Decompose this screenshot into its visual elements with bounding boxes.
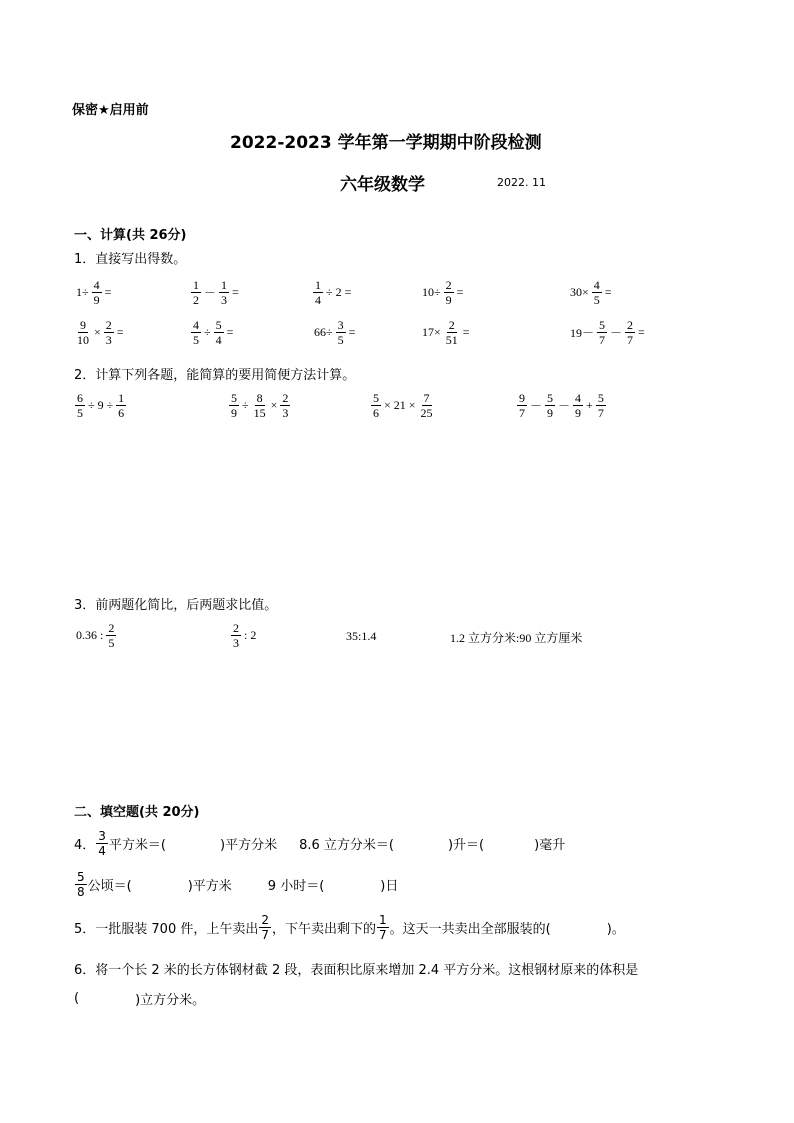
expr-text: × xyxy=(270,398,278,412)
denominator: 2 xyxy=(193,293,199,307)
denominator: 9 xyxy=(231,406,237,420)
denominator: 51 xyxy=(445,333,458,347)
fraction xyxy=(596,391,606,420)
expr-text: = xyxy=(604,285,612,299)
fraction xyxy=(75,318,91,347)
q1-expr-9 xyxy=(420,318,472,347)
expr-text: = xyxy=(116,325,124,339)
expr-text: － xyxy=(204,286,217,300)
exam-date: 2022. 11 xyxy=(497,176,546,189)
q4-fraction-2: $\frac{5}{8}$ xyxy=(77,870,85,899)
denominator: 6 xyxy=(373,406,379,420)
numerator: 1 xyxy=(315,278,321,292)
numerator: 5 xyxy=(215,318,222,332)
expr-text: = xyxy=(638,325,645,339)
section2-heading: 二、填空题(共 20分) xyxy=(74,805,200,820)
numerator: 2 xyxy=(105,318,112,332)
expr-text: = xyxy=(456,285,464,299)
expr-text: ÷ 2 = xyxy=(326,285,352,299)
denominator: 5 xyxy=(593,293,600,307)
expr-text: ÷ xyxy=(242,398,249,412)
expr-text: 19－ xyxy=(570,326,595,340)
q1-expr-2 xyxy=(190,278,241,307)
denominator: 5 xyxy=(337,333,344,347)
numerator: 5 xyxy=(547,391,554,405)
fraction xyxy=(313,278,323,307)
expr-text: － xyxy=(610,326,623,340)
numerator: 2 xyxy=(282,391,289,405)
numerator: 7 xyxy=(423,391,430,405)
numerator: 2 xyxy=(233,621,239,635)
numerator: 4 xyxy=(593,278,600,292)
denominator: 9 xyxy=(575,406,582,420)
denominator: 7 xyxy=(627,333,634,347)
expr-text: × 21 × xyxy=(384,398,416,412)
q2-expr-1 xyxy=(74,391,127,420)
q1-expr-8 xyxy=(312,318,357,347)
numerator: 2 xyxy=(445,278,452,292)
fraction xyxy=(252,391,268,420)
expr-text: 0.36 : xyxy=(76,628,104,642)
fraction xyxy=(104,318,114,347)
fraction xyxy=(219,278,229,307)
fraction xyxy=(106,621,116,650)
fraction xyxy=(444,318,460,347)
expr-text: ÷ 9 ÷ xyxy=(88,398,114,412)
denominator: 25 xyxy=(420,406,433,420)
subject-title: 六年级数学 xyxy=(340,175,425,195)
numerator: 6 xyxy=(77,391,83,405)
denominator: 10 xyxy=(77,333,89,347)
q2-label: 2．计算下列各题，能简算的要用简便方法计算。 xyxy=(74,368,356,383)
numerator: 9 xyxy=(519,391,525,405)
q6-text: 6．将一个长 2 米的长方体钢材截 2 段，表面积比原来增加 2.4 平方分米。这根钢材原来的体积是 xyxy=(74,963,639,978)
fraction xyxy=(191,278,201,307)
expr-text: = xyxy=(104,285,112,299)
numerator: 1 xyxy=(118,391,125,405)
fraction xyxy=(92,278,102,307)
fraction xyxy=(444,278,454,307)
q1-expr-7 xyxy=(190,318,235,347)
denominator: 5 xyxy=(193,333,199,347)
expr-text: = xyxy=(226,325,234,339)
fraction xyxy=(191,318,201,347)
denominator: 7 xyxy=(519,406,525,420)
q3-expr-2 xyxy=(230,621,258,650)
expr-text: 66÷ xyxy=(314,325,333,339)
q4-line1: 4． $\frac{3}{4}$ 平方米＝( )平方分米 8.6 立方分米＝( )升＝( )毫升 xyxy=(74,829,566,858)
q5-fraction-2: $\frac{1}{7}$ xyxy=(379,913,387,942)
fraction xyxy=(517,391,527,420)
q3-expr-1 xyxy=(74,621,117,650)
q1-label: 1．直接写出得数。 xyxy=(74,252,187,267)
fraction xyxy=(231,621,241,650)
numerator: 2 xyxy=(627,318,634,332)
numerator: 1 xyxy=(221,278,228,292)
denominator: 5 xyxy=(77,406,83,420)
denominator: 7 xyxy=(599,333,606,347)
exam-title: 2022-2023 学年第一学期期中阶段检测 xyxy=(230,133,542,153)
numerator: 2 xyxy=(108,621,115,635)
q5-fraction-1: $\frac{2}{7}$ xyxy=(261,913,269,942)
expr-text: 1.2 立方分米:90 立方厘米 xyxy=(450,631,583,645)
q1-expr-3 xyxy=(312,278,353,307)
q3-expr-3 xyxy=(344,629,378,644)
numerator: 5 xyxy=(231,391,237,405)
expr-text: : 2 xyxy=(244,628,257,642)
fraction xyxy=(336,318,346,347)
denominator: 9 xyxy=(547,406,554,420)
expr-text: － xyxy=(530,399,543,413)
numerator: 5 xyxy=(599,318,606,332)
expr-text: = xyxy=(232,285,239,299)
denominator: 3 xyxy=(221,293,228,307)
fraction xyxy=(419,391,435,420)
q3-expr-4 xyxy=(448,629,584,646)
q1-expr-10 xyxy=(568,318,647,347)
numerator: 4 xyxy=(93,278,100,292)
numerator: 3 xyxy=(337,318,344,332)
fraction xyxy=(545,391,555,420)
denominator: 9 xyxy=(445,293,452,307)
q3-label: 3．前两题化简比，后两题求比值。 xyxy=(74,598,278,613)
expr-text: × xyxy=(94,325,101,339)
expr-text: 10÷ xyxy=(422,285,441,299)
q5-line: 5．一批服装 700 件，上午卖出 $\frac{2}{7}$ ，下午卖出剩下的 $\frac{1}{7}$ 。这天一共卖出全部服装的( )。 xyxy=(74,913,625,942)
q2-expr-3 xyxy=(370,391,436,420)
fraction xyxy=(592,278,602,307)
fraction xyxy=(625,318,635,347)
fraction xyxy=(75,391,85,420)
fraction xyxy=(597,318,607,347)
expr-text: + xyxy=(586,398,593,412)
denominator: 7 xyxy=(597,406,604,420)
fraction xyxy=(371,391,381,420)
q1-expr-1 xyxy=(74,278,113,307)
q4-fraction-1: $\frac{3}{4}$ xyxy=(98,829,106,858)
expr-text: 35:1.4 xyxy=(346,629,377,643)
denominator: 3 xyxy=(282,406,289,420)
denominator: 6 xyxy=(118,406,125,420)
numerator: 2 xyxy=(448,318,455,332)
expr-text: 17× xyxy=(422,325,441,339)
q4-number: 4． xyxy=(74,838,96,853)
q1-expr-6 xyxy=(74,318,126,347)
fraction xyxy=(280,391,290,420)
q1-expr-4 xyxy=(420,278,465,307)
numerator: 5 xyxy=(373,391,379,405)
expr-text: 1÷ xyxy=(76,285,89,299)
q1-expr-5 xyxy=(568,278,614,307)
q2-expr-2 xyxy=(228,391,291,420)
section1-heading: 一、计算(共 26分) xyxy=(74,228,187,243)
denominator: 3 xyxy=(233,636,239,650)
q2-expr-4 xyxy=(516,391,607,420)
fraction xyxy=(573,391,583,420)
numerator: 9 xyxy=(80,318,86,332)
numerator: 4 xyxy=(575,391,582,405)
denominator: 4 xyxy=(215,333,222,347)
denominator: 9 xyxy=(93,293,100,307)
denominator: 4 xyxy=(315,293,321,307)
fraction xyxy=(229,391,239,420)
q4-line2: $\frac{5}{8}$ 公顷＝( )平方米 9 小时＝( )日 xyxy=(77,870,399,899)
numerator: 4 xyxy=(193,318,199,332)
expr-text: ÷ xyxy=(204,325,211,339)
expr-text: = xyxy=(462,325,470,339)
denominator: 3 xyxy=(105,333,112,347)
numerator: 8 xyxy=(256,391,263,405)
numerator: 1 xyxy=(193,278,199,292)
fraction xyxy=(214,318,224,347)
expr-text: － xyxy=(558,399,571,413)
fraction xyxy=(116,391,126,420)
q6-line2: ( )立方分米。 xyxy=(74,991,206,1008)
expr-text: = xyxy=(348,325,356,339)
denominator: 15 xyxy=(253,406,266,420)
expr-text: 30× xyxy=(570,285,589,299)
confidential-label: 保密★启用前 xyxy=(72,103,149,118)
denominator: 5 xyxy=(108,636,115,650)
numerator: 5 xyxy=(597,391,604,405)
